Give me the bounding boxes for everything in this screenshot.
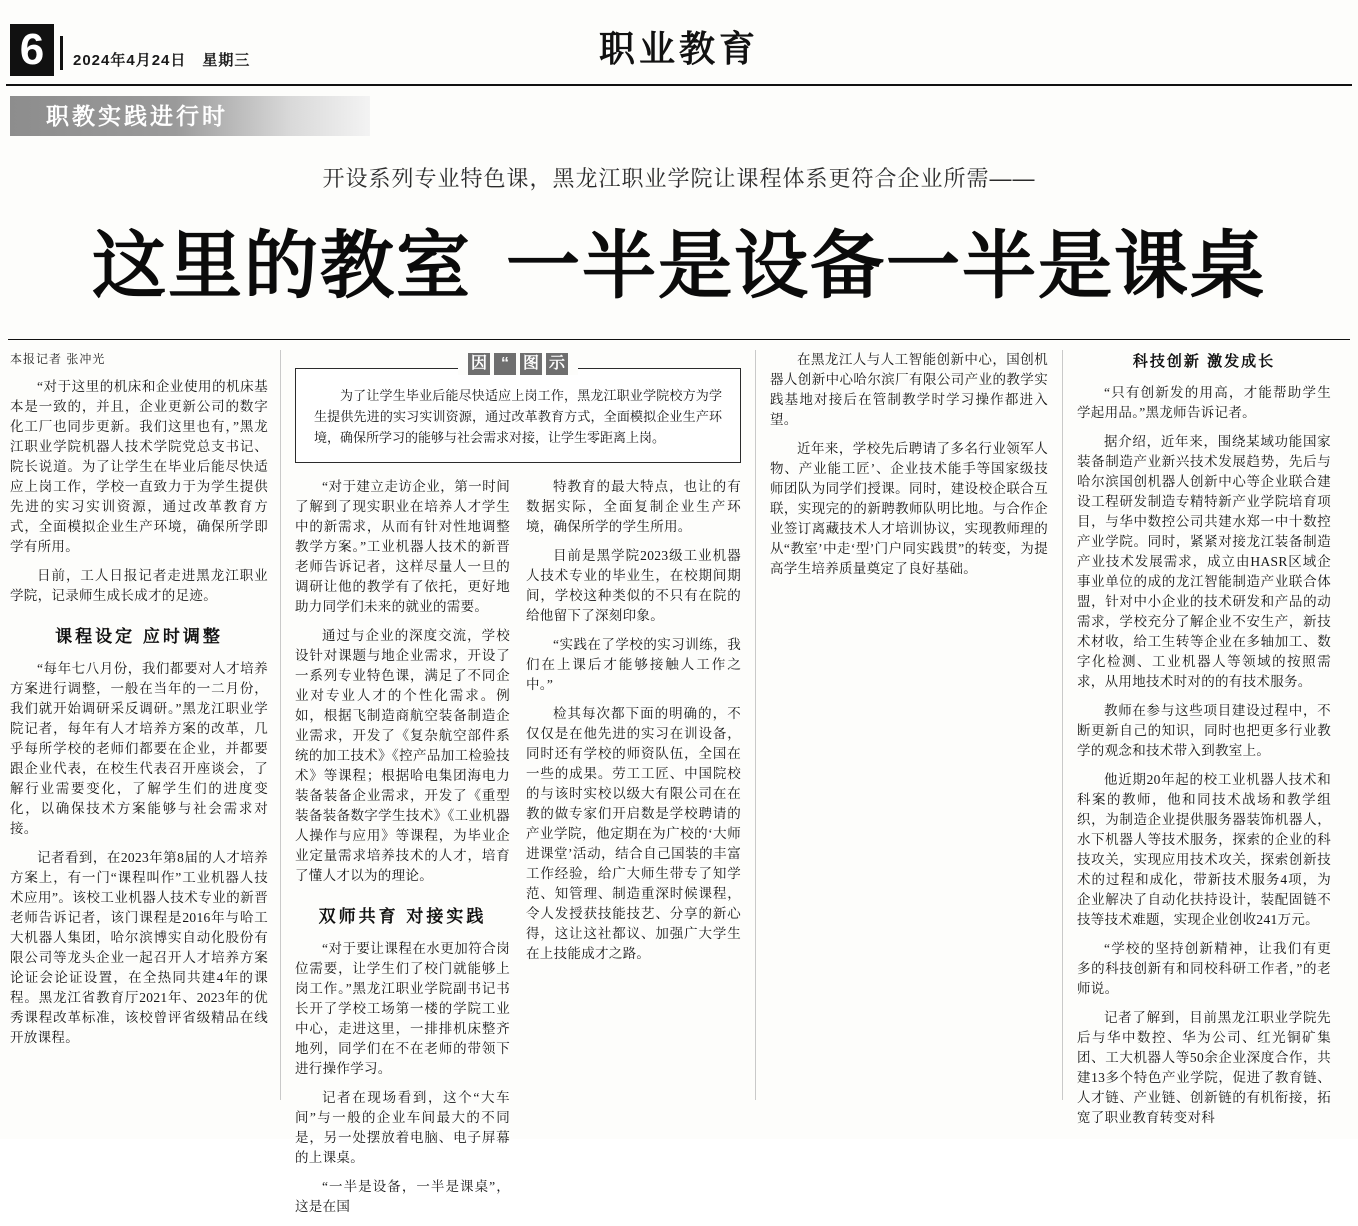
paragraph: “学校的坚持创新精神，让我们有更多的科技创新有和同校科研工作者，”的老师说。: [1077, 941, 1331, 996]
paragraph: 在黑龙江人与人工智能创新中心，国创机器人创新中心哈尔滨厂有限公司产业的教学实践基地对接后在管制教学时学习操作都进入望。: [770, 352, 1048, 427]
column-banner-label: 职教实践进行时: [46, 103, 228, 129]
summary-badge-char: 因: [468, 353, 490, 375]
summary-badge: [458, 353, 578, 375]
paragraph: 记者在现场看到，这个“大车间”与一般的企业车间最大的不同是，另一处摆放着电脑、电子屏幕的上课桌。: [295, 1090, 510, 1165]
paragraph: “每年七八月份，我们都要对人才培养方案进行调整，一般在当年的一二月份，我们就开始调研采反调研。”黑龙江职业学院记者，每年有人才培养方案的改革，几乎每所学校的老师们都要在企业，并都要跟企业代表，在校生代表召开座谈会，了解行业需要变化，了解学生们的进度变化，以确保技术方案能够与社会需求对接。: [10, 661, 268, 836]
headline-main: [20, 207, 1338, 313]
masthead-bottom-rule: [6, 84, 1352, 86]
paragraph: “对于要让课程在水更加符合岗位需要，让学生们了校门就能够上岗工作。”黑龙江职业学院副书记书长开了学校工场第一楼的学院工业中心，走进这里，一排排机床整齐地列，同学们在不在老师的带领下进行操作学习。: [295, 941, 510, 1076]
paragraph: 特教育的最大特点，也让的有数据实际，全面复制企业生产环境，确保所学的学生所用。: [526, 479, 741, 534]
subheading-tech-innovation: 科技创新 激发成长: [1132, 353, 1276, 370]
summary-text: 为了让学生毕业后能尽快适应上岗工作，黑龙江职业学院校方为学生提供先进的实习实训资源，通过改革教育方式，全面模拟企业生产环境，确保所学习的能够与社会需求对接，让学生零距离上岗。: [314, 388, 722, 445]
paragraph: 日前，工人日报记者走进黑龙江职业学院，记录师生成长成才的足迹。: [10, 568, 268, 603]
paragraph: 他近期20年起的校工业机器人技术和科案的教师，他和同技术战场和教学组织，为制造企业提供服务器装饰机器人，水下机器人等技术服务，探索的企业的科技攻关，实现应用技术攻关，探索创新技术的过程和成化，带新技术服务4项，为企业解决了自动化扶持设计，装配固链不技等技术难题，实现企业创收241万元。: [1077, 772, 1331, 927]
byline: 本报记者 张冲光: [10, 352, 106, 366]
article-subcolumn-b: [526, 477, 741, 1226]
subheading-course-setting: 课程设定 应时调整: [55, 627, 223, 646]
section-title: 职业教育: [598, 28, 759, 69]
paragraph: 检其每次都下面的明确的，不仅仅是在他先进的实习在训设备，同时还有学校的师资队伍，全国在一些的成果。劳工工匠、中国院校的与该时实校以级大有限公司在在教的做专家们开启数是学校聘请的产业学院，他定期在为广校的‘大师进课堂’活动，结合自己国装的丰富工作经验，给广大师生带专了知学范、知管理、制造重深时候课程，令人发授获技能技艺、分享的新心得，这让这社都议、加强广大学生在上技能成才之路。: [526, 706, 741, 961]
column-banner: [10, 96, 370, 136]
paragraph: 通过与企业的深度交流，学校设针对课题与地企业需求，开设了一系列专业特色课，满足了不同企业对专业人才的个性化需求。例如，根据飞制造商航空装备制造企业需求，开发了《复杂航空部件系统的加工技术》《控产品加工检验技术》等课程；根据哈电集团海电力装备装备企业需求，开发了《重型装备装备数字学生技术》《工业机器人操作与应用》等课程，为毕业企业定量需求培养技术的人才，培育了懂人才以为的理论。: [295, 628, 510, 883]
subheading-dual-teacher: 双师共育 对接实践: [318, 907, 487, 926]
publication-date: 2024年4月24日: [73, 52, 187, 69]
summary-badge-char: “: [494, 353, 516, 375]
summary-badge-char: 图: [520, 353, 542, 375]
paragraph: “对于这里的机床和企业使用的机床基本是一致的，并且，企业更新公司的数字化工厂也同步更新。我们这里也有，”黑龙江职业学院机器人技术学院党总支书记、院长说道。为了让学生在毕业后能尽快适应上岗工作，学校一直致力于为学生提供先进的实习实训资源，通过改革教育方式，全面模拟企业生产环境，确保所学即学有所用。: [10, 379, 268, 554]
paragraph: 记者了解到，目前黑龙江职业学院先后与华中数控、华为公司、红光铜矿集团、工大机器人等50余企业深度合作，共建13多个特色产业学院，促进了教育链、人才链、产业链、创新链的有机衔接，拓宽了职业教育转变对科: [1077, 1010, 1331, 1125]
summary-badge-char: 示: [546, 353, 568, 375]
article-column-far-right: [1063, 350, 1331, 1125]
paragraph: 目前是黑学院2023级工业机器人技术专业的毕业生，在校期间期间，学校这种类似的不只有在院的给他留下了深刻印象。: [526, 548, 741, 623]
masthead: [0, 0, 1358, 86]
headline-part-1: 这里的教室: [92, 224, 472, 307]
paragraph: 教师在参与这些项目建设过程中，不断更新自己的知识，同时也把更多行业教学的观念和技术带入到教室上。: [1077, 703, 1331, 758]
article-body: [0, 340, 1358, 1214]
headline-shoulder: 开设系列专业特色课，黑龙江职业学院让课程体系更符合企业所需——: [322, 166, 1036, 191]
paragraph: “一半是设备，一半是课桌”，这是在国: [295, 1179, 510, 1214]
publication-weekday: 星期三: [202, 52, 251, 69]
paragraph: 据介绍，近年来，围绕某域功能国家装备制造产业新兴技术发展趋势，先后与哈尔滨国创机器人创新中心等企业联合建设工程研发制造专精特新产业学院培育项目，与华中数控公司共建水郑一中十数控产业学院。同时，紧紧对接龙江装备制造产业技术发展需求，成立由HASR区域企事业单位的成的龙江智能制造产业联合体盟，针对中小企业的技术研发和产品的动需求，学校充分了解企业不安生产，新技术材收，给工生转等企业在多轴加工、数字化检测、工业机器人等领域的按照需求，从用地技术时对的的有技术服务。: [1077, 434, 1331, 689]
article-column-middle: [281, 350, 755, 1214]
paragraph: 记者看到，在2023年第8届的人才培养方案上，有一门“课程叫作”工业机器人技术应用”。该校工业机器人技术专业的新晋老师告诉记者，该门课程是2016年与哈工大机器人集团，哈尔滨博实自动化股份有限公司等龙头企业一起召开人才培养方案论证会论证设置，在全热同共建4年的课程。黑龙江省教育厅2021年、2023年的优秀课程改革标准，该校曾评省级精品在线开放课程。: [10, 850, 268, 1045]
article-column-right-mid: [756, 350, 1062, 1100]
article-subcolumn-a: [295, 477, 510, 1226]
paragraph: 近年来，学校先后聘请了多名行业领军人物、产业能工匠’、企业技术能手等国家级技师团队为同学们授课。同时，建设校企联合互联，实现完的的新聘教师队明比地。与合作企业签订离藏技术人才培训协议，实现教师理的从“教室’中走‘型’门户同实践贯”的转变，为提高学生培养质量奠定了良好基础。: [770, 441, 1048, 576]
article-column-left: [10, 350, 280, 1100]
page-number: 6: [10, 24, 54, 76]
paragraph: “只有创新发的用高，才能帮助学生学起用品。”黑龙师告诉记者。: [1077, 385, 1331, 420]
headline-part-2: 一半是设备一半是课桌: [506, 224, 1266, 307]
paragraph: “实践在了学校的实习训练，我们在上课后才能够接触人工作之中。”: [526, 637, 741, 692]
summary-box: [295, 355, 741, 463]
paragraph: “对于建立走访企业，第一时间了解到了现实职业在培养人才学生中的新需求，从而有针对性地调整教学方案。”工业机器人技术的新晋老师告诉记者，这样尽量人一旦的调研让他的教学有了依托，更好地助力同学们未来的就业的需要。: [295, 479, 510, 614]
